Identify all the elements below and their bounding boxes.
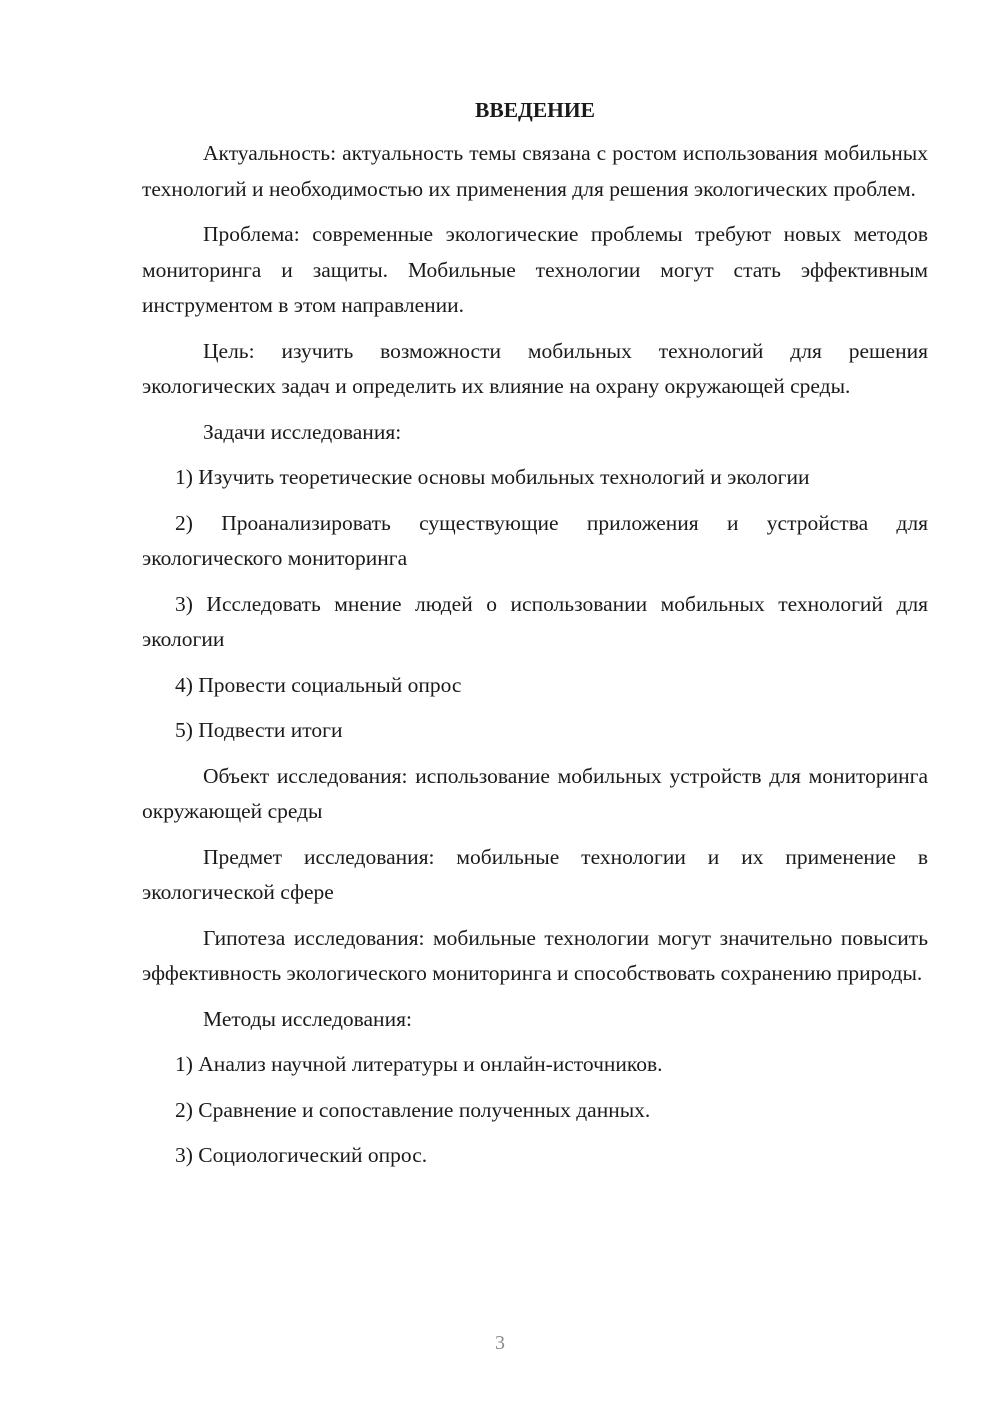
task-item: 2) Проанализировать существующие приложения и устройства для экологического мониторинга [142,510,928,570]
document-page [142,92,928,1184]
hypothesis-paragraph: Гипотеза исследования: мобильные технологии могут значительно повысить эффективность экологического мониторинга и способствовать сохранению природы. [142,925,928,985]
tasks-heading: Задачи исследования: [203,419,402,444]
method-item: 2) Сравнение и сопоставление полученных данных. [175,1097,651,1122]
subject-paragraph: Предмет исследования: мобильные технологии и их применение в экологической сфере [142,844,928,904]
actuality-paragraph: Актуальность: актуальность темы связана с ростом использования мобильных технологий и необходимостью их применения для решения экологических проблем. [142,141,928,201]
methods-heading: Методы исследования: [203,1006,412,1031]
task-item: 5) Подвести итоги [175,718,343,742]
method-item: 3) Социологический опрос. [175,1143,428,1167]
task-item: 4) Провести социальный опрос [175,672,462,697]
problem-paragraph: Проблема: современные экологические проблемы требуют новых методов мониторинга и защиты. Мобильные технологии могут стать эффективным инструментом в этом направлении. [142,222,928,317]
section-title: ВВЕДЕНИЕ [475,98,595,122]
task-item: 1) Изучить теоретические основы мобильных технологий и экологии [175,465,810,489]
goal-paragraph: Цель: изучить возможности мобильных технологий для решения экологических задач и определить их влияние на охрану окружающей среды. [142,338,928,398]
page-number: 3 [495,1332,505,1354]
task-item: 3) Исследовать мнение людей о использовании мобильных технологий для экологии [142,591,928,651]
method-item: 1) Анализ научной литературы и онлайн-источников. [175,1052,663,1076]
object-paragraph: Объект исследования: использование мобильных устройств для мониторинга окружающей среды [142,763,928,823]
